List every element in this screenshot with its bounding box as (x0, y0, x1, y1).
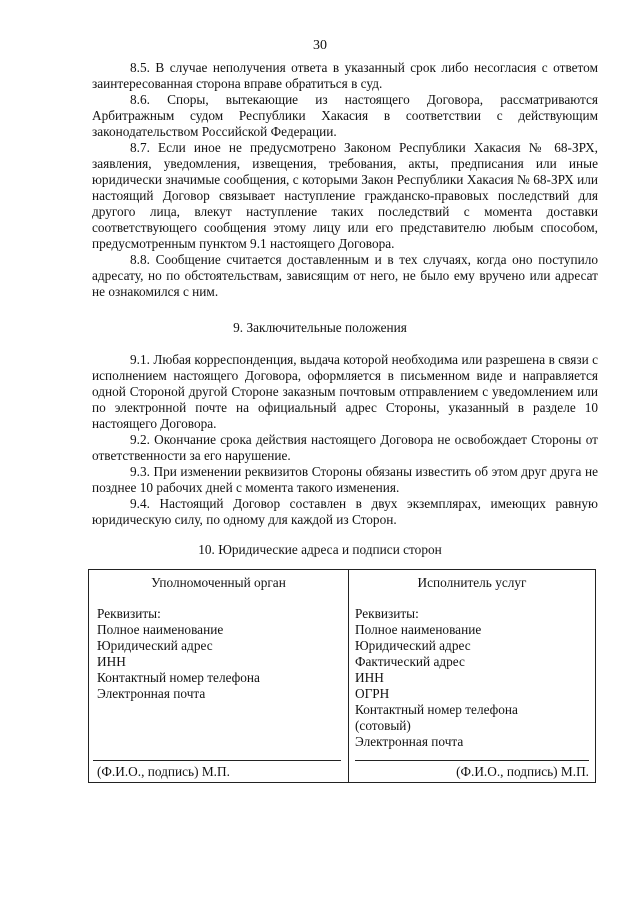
paragraph-8-7: 8.7. Если иное не предусмотрено Законом Республики Хакасия № 68-ЗРХ, заявления, уведомления, извещения, требования, акты, предписания или иные юридически значимые сообщения, с которыми Закон Республики Хакасия № 68-ЗРХ или настоящий Договор связывает наступление гражданско-правовых последствий для другого лица, влекут наступление таких последствий с момента доставки соответствующего сообщения этому лицу или его представителю любым способом, предусмотренным пунктом 9.1 настоящего Договора. (92, 140, 598, 251)
section-10-heading: 10. Юридические адреса и подписи сторон (198, 542, 442, 557)
list-item: Электронная почта (355, 734, 464, 749)
authority-field-list (97, 622, 260, 702)
contractor-requisites-label: Реквизиты: (355, 606, 419, 621)
authority-signature-line (93, 760, 341, 761)
contractor-field-list (355, 622, 518, 750)
contractor-column (349, 570, 595, 782)
contractor-signature-line (355, 760, 589, 761)
list-item: (сотовый) (355, 718, 411, 733)
list-item: ИНН (97, 654, 126, 669)
section-9-heading: 9. Заключительные положения (233, 320, 407, 335)
list-item: Юридический адрес (97, 638, 213, 653)
paragraph-9-4: 9.4. Настоящий Договор составлен в двух экземплярах, имеющих равную юридическую силу, по одному для каждой из Сторон. (92, 496, 598, 527)
list-item: Полное наименование (97, 622, 224, 637)
list-item: ОГРН (355, 686, 390, 701)
requisites-table (88, 569, 596, 783)
authority-signature-caption: (Ф.И.О., подпись) М.П. (97, 764, 230, 779)
paragraph-8-5: 8.5. В случае неполучения ответа в указанный срок либо несогласия с ответом заинтересованная сторона вправе обратиться в суд. (92, 60, 598, 91)
list-item: Электронная почта (97, 686, 206, 701)
page-number: 30 (313, 38, 327, 53)
paragraph-9-1: 9.1. Любая корреспонденция, выдача которой необходима или разрешена в связи с исполнением настоящего Договора, оформляется в письменном виде и направляется одной Стороной другой Стороне заказным почтовым отправлением с уведомлением или по электронной почте на официальный адрес Стороны, указанный в разделе 10 настоящего Договора. (92, 352, 598, 431)
section-8-text (92, 60, 598, 300)
list-item: Контактный номер телефона (97, 670, 260, 685)
authority-column (89, 570, 349, 782)
authority-requisites-label: Реквизиты: (97, 606, 161, 621)
list-item: Контактный номер телефона (355, 702, 518, 717)
authority-title: Уполномоченный орган (151, 575, 286, 590)
paragraph-8-6: 8.6. Споры, вытекающие из настоящего Договора, рассматриваются Арбитражным судом Республики Хакасия в соответствии с действующим законодательством Российской Федерации. (92, 92, 598, 139)
paragraph-8-8: 8.8. Сообщение считается доставленным и в тех случаях, когда оно поступило адресату, но по обстоятельствам, зависящим от него, не было ему вручено или адресат не ознакомился с ним. (92, 252, 598, 299)
paragraph-9-3: 9.3. При изменении реквизитов Стороны обязаны известить об этом друг друга не позднее 10 рабочих дней с момента такого изменения. (92, 464, 598, 495)
list-item: Полное наименование (355, 622, 482, 637)
contractor-signature-caption: (Ф.И.О., подпись) М.П. (456, 764, 589, 779)
contractor-title: Исполнитель услуг (417, 575, 527, 590)
list-item: Юридический адрес (355, 638, 471, 653)
paragraph-9-2: 9.2. Окончание срока действия настоящего Договора не освобождает Стороны от ответственности за его нарушение. (92, 432, 598, 463)
list-item: ИНН (355, 670, 384, 685)
section-9-text (92, 352, 598, 528)
list-item: Фактический адрес (355, 654, 465, 669)
